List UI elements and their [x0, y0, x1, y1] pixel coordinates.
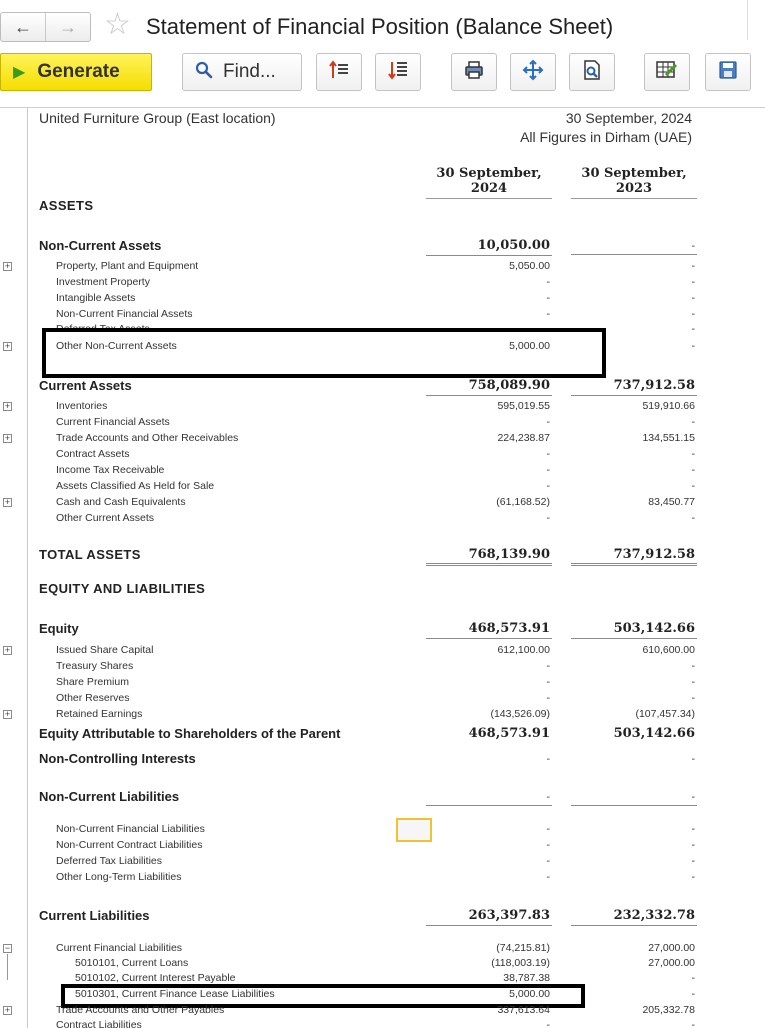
row-value-2024: - [546, 416, 550, 428]
history-nav [0, 12, 91, 42]
row-label: Contract Assets [56, 448, 130, 460]
row-label: Issued Share Capital [56, 644, 154, 656]
row-value-2023: - [691, 276, 695, 288]
expand-icon[interactable]: + [4, 709, 11, 719]
row-value-2024: - [546, 1019, 550, 1028]
expand-icon[interactable]: + [4, 401, 11, 411]
non-current-liabilities-2023: - [571, 791, 697, 806]
collapse-all-icon [328, 59, 350, 86]
row-value-2023: - [691, 823, 695, 835]
row-value-2024: 5,050.00 [509, 260, 550, 272]
row-value-2023: - [691, 340, 695, 352]
col2-line1: 30 September, [581, 166, 687, 181]
row-value-2023: - [691, 988, 695, 1000]
print-preview-icon [581, 59, 603, 86]
non-current-assets-2023: - [571, 240, 697, 255]
row-label: Inventories [56, 400, 108, 412]
printer-icon [463, 59, 485, 86]
generate-button[interactable] [0, 53, 152, 91]
nci-label: Non-Controlling Interests [39, 751, 196, 766]
non-current-assets-2024: 10,050.00 [426, 238, 552, 256]
row-value-2023: 27,000.00 [648, 957, 695, 969]
row-value-2024: 38,787.38 [503, 972, 550, 984]
row-value-2024: - [546, 676, 550, 688]
row-value-2023: - [691, 871, 695, 883]
tree-gutter [27, 108, 28, 1028]
row-label: Trade Accounts and Other Receivables [56, 432, 239, 444]
row-value-2024: 5,000.00 [509, 988, 550, 1000]
row-value-2024: - [546, 448, 550, 460]
row-value-2023: - [691, 972, 695, 984]
col1-line2: 2024 [470, 181, 508, 196]
col1-line1: 30 September, [436, 166, 542, 181]
row-value-2023: - [691, 692, 695, 704]
expand-all-icon [387, 59, 409, 86]
forward-button[interactable] [45, 13, 90, 41]
expand-all-button[interactable] [375, 53, 421, 91]
row-label: Deferred Tax Liabilities [56, 855, 163, 867]
expand-icon[interactable]: + [4, 341, 11, 351]
row-value-2024: - [546, 480, 550, 492]
row-value-2024: - [546, 308, 550, 320]
row-label: Intangible Assets [56, 292, 136, 304]
row-value-2023: - [691, 464, 695, 476]
row-value-2023: 27,000.00 [648, 942, 695, 954]
row-value-2024: 612,100.00 [497, 644, 550, 656]
row-value-2023: - [691, 260, 695, 272]
row-label: Non-Current Contract Liabilities [56, 839, 203, 851]
equity-parent-label: Equity Attributable to Shareholders of the Parent [39, 726, 341, 741]
row-value-2023: - [691, 676, 695, 688]
row-value-2023: - [691, 855, 695, 867]
nci-2024: - [546, 753, 550, 765]
total-assets-2024: 768,139.90 [426, 547, 552, 566]
total-assets-label: TOTAL ASSETS [39, 547, 141, 562]
row-value-2023: - [691, 292, 695, 304]
current-assets-label: Current Assets [39, 378, 132, 393]
row-value-2023: - [691, 660, 695, 672]
row-value-2023: - [691, 323, 695, 335]
row-value-2024: - [546, 660, 550, 672]
row-label: Investment Property [56, 276, 150, 288]
row-value-2023: 610,600.00 [642, 644, 695, 656]
report-toolbar [0, 0, 765, 108]
column-header-2023 [571, 166, 697, 199]
balance-sheet-report [0, 108, 765, 1028]
company-name: United Furniture Group (East location) [39, 110, 276, 126]
favorite-star-icon[interactable]: ☆ [104, 8, 131, 41]
play-icon: ▶ [13, 64, 26, 81]
assets-heading: ASSETS [39, 198, 94, 213]
equity-parent-2024: 468,573.91 [468, 726, 550, 741]
forward-arrow-icon: → [59, 16, 77, 37]
non-current-liabilities-2024: - [426, 791, 552, 806]
row-value-2024: - [546, 855, 550, 867]
row-value-2023: - [691, 480, 695, 492]
row-label: Other Current Assets [56, 512, 155, 524]
report-units: All Figures in Dirham (UAE) [520, 129, 692, 145]
col2-line2: 2023 [615, 181, 653, 196]
current-liabilities-2024: 263,397.83 [426, 908, 552, 926]
non-current-liabilities-label: Non-Current Liabilities [39, 789, 180, 804]
save-button[interactable] [705, 53, 751, 91]
row-label: 5010301, Current Finance Lease Liabilities [75, 988, 275, 1000]
row-label: Other Long-Term Liabilities [56, 871, 182, 883]
row-value-2024: - [546, 871, 550, 883]
row-label: Treasury Shares [56, 660, 134, 672]
non-current-assets-label: Non-Current Assets [39, 238, 162, 253]
expand-icon[interactable]: + [4, 1005, 11, 1015]
row-value-2023: - [691, 448, 695, 460]
row-label: 5010102, Current Interest Payable [75, 972, 236, 984]
row-value-2024: (61,168.52) [496, 496, 550, 508]
equity-2023: 503,142.66 [571, 621, 697, 639]
report-date: 30 September, 2024 [565, 110, 692, 126]
row-label: Non-Current Financial Assets [56, 308, 193, 320]
page-title: Statement of Financial Position (Balance Sheet) [146, 14, 614, 39]
row-label: Deferred Tax Assets [56, 323, 150, 335]
current-liabilities-2023: 232,332.78 [571, 908, 697, 926]
current-assets-2023: 737,912.58 [571, 378, 697, 396]
row-value-2024: 5,000.00 [509, 340, 550, 352]
divider [747, 0, 748, 40]
equity-parent-2023: 503,142.66 [613, 726, 695, 741]
collapse-all-button[interactable] [316, 53, 362, 91]
row-label: Other Reserves [56, 692, 130, 704]
row-value-2024: - [546, 692, 550, 704]
row-value-2024: - [546, 464, 550, 476]
row-value-2023: 519,910.66 [642, 400, 695, 412]
fit-page-button[interactable] [510, 53, 556, 91]
print-button[interactable] [451, 53, 497, 91]
total-assets-2023: 737,912.58 [571, 547, 697, 566]
row-value-2024: (74,215.81) [496, 942, 550, 954]
row-value-2024: - [546, 839, 550, 851]
row-label: Cash and Cash Equivalents [56, 496, 186, 508]
row-label: Property, Plant and Equipment [56, 260, 199, 272]
row-value-2023: - [691, 308, 695, 320]
row-label: Assets Classified As Held for Sale [56, 480, 215, 492]
current-liabilities-label: Current Liabilities [39, 908, 150, 923]
row-value-2024: 595,019.55 [497, 400, 550, 412]
back-button[interactable] [1, 13, 45, 41]
row-value-2023: 205,332.78 [642, 1004, 695, 1016]
table-edit-icon [655, 59, 679, 86]
generate-label: Generate [37, 61, 120, 82]
save-icon [717, 59, 739, 86]
expand-icon[interactable]: + [4, 261, 11, 271]
preview-button[interactable] [569, 53, 615, 91]
row-value-2024: 224,238.87 [497, 432, 550, 444]
nci-2023: - [691, 753, 695, 765]
row-label: Current Financial Assets [56, 416, 170, 428]
row-label: Non-Current Financial Liabilities [56, 823, 205, 835]
row-value-2024: - [546, 276, 550, 288]
find-label: Find... [223, 61, 276, 82]
row-value-2024: (118,003.19) [491, 957, 550, 969]
expand-icon[interactable]: + [4, 497, 11, 507]
back-arrow-icon: ← [14, 16, 32, 37]
tree-line [7, 954, 8, 980]
row-label: Retained Earnings [56, 708, 143, 720]
edit-button[interactable] [644, 53, 690, 91]
row-value-2024: - [546, 323, 550, 335]
collapse-icon[interactable]: − [4, 943, 11, 953]
row-label: Current Financial Liabilities [56, 942, 183, 954]
row-label: Other Non-Current Assets [56, 340, 177, 352]
row-value-2024: 337,613.64 [497, 1004, 550, 1016]
row-value-2023: (107,457.34) [635, 708, 695, 720]
row-value-2024: - [546, 512, 550, 524]
row-label: Share Premium [56, 676, 129, 688]
expand-icon[interactable]: + [4, 645, 11, 655]
highlight-box [42, 328, 606, 378]
row-value-2023: 83,450.77 [648, 496, 695, 508]
row-value-2023: - [691, 512, 695, 524]
equity-2024: 468,573.91 [426, 621, 552, 639]
find-button[interactable] [182, 53, 302, 91]
row-value-2024: - [546, 292, 550, 304]
move-arrows-icon [522, 59, 544, 86]
row-label: Income Tax Receivable [56, 464, 165, 476]
row-value-2023: - [691, 1019, 695, 1028]
row-value-2024: (143,526.09) [490, 708, 550, 720]
search-icon [195, 61, 213, 84]
row-label: 5010101, Current Loans [75, 957, 189, 969]
expand-icon[interactable]: + [4, 433, 11, 443]
row-label: Trade Accounts and Other Payables [56, 1004, 225, 1016]
row-value-2024: - [546, 823, 550, 835]
row-value-2023: 134,551.15 [642, 432, 695, 444]
equity-liabilities-heading: EQUITY AND LIABILITIES [39, 581, 206, 596]
current-assets-2024: 758,089.90 [426, 378, 552, 396]
equity-label: Equity [39, 621, 79, 636]
row-value-2023: - [691, 839, 695, 851]
row-value-2023: - [691, 416, 695, 428]
column-header-2024 [426, 166, 552, 199]
row-label: Contract Liabilities [56, 1019, 142, 1028]
